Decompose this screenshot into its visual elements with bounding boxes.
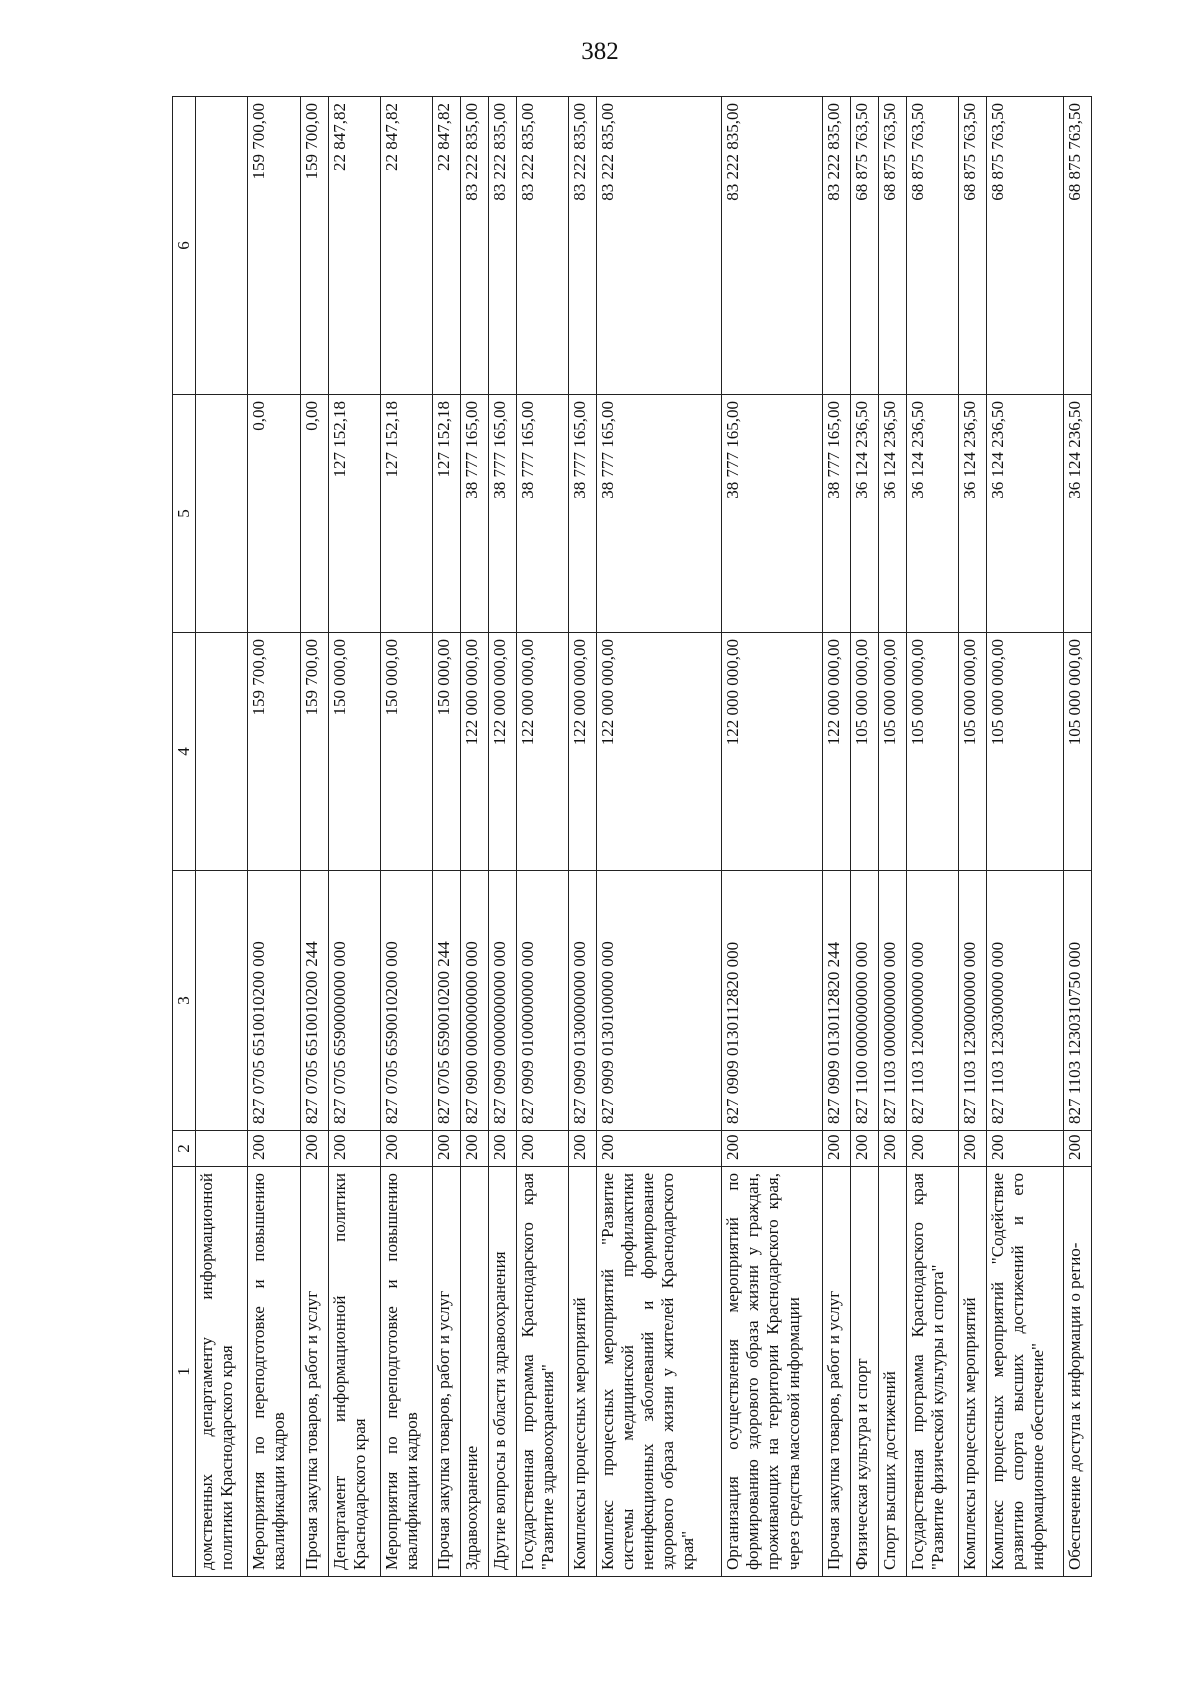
row-col5-cell: 0,00 <box>300 395 328 633</box>
row-col6-cell: 22 847,82 <box>380 97 432 395</box>
row-name-cell: Мероприятия по переподготовке и повышению квалификации кадров <box>248 1167 300 1577</box>
header-cell: 3 <box>173 871 196 1131</box>
table-row <box>987 97 1064 1577</box>
row-col4-cell: 105 000 000,00 <box>1063 633 1091 871</box>
row-col5-cell: 38 777 165,00 <box>461 395 489 633</box>
row-kbk-cell: 827 0705 6510010200 000 <box>248 871 300 1131</box>
table-row <box>461 97 489 1577</box>
row-col4-cell: 105 000 000,00 <box>907 633 959 871</box>
row-col4-cell: 105 000 000,00 <box>851 633 879 871</box>
row-col6-cell: 68 875 763,50 <box>907 97 959 395</box>
row-col4-cell: 105 000 000,00 <box>987 633 1064 871</box>
row-col6-cell: 83 222 835,00 <box>488 97 516 395</box>
row-kbk-cell: 827 1103 0000000000 000 <box>879 871 907 1131</box>
row-col6-cell: 22 847,82 <box>328 97 380 395</box>
table-row <box>1063 97 1091 1577</box>
header-cell: 2 <box>173 1131 196 1167</box>
row-col4-cell: 105 000 000,00 <box>959 633 987 871</box>
row-kbk-cell <box>196 871 248 1131</box>
row-code-cell: 200 <box>300 1131 328 1167</box>
row-name-cell: Организация осуществления мероприятий по формированию здорового образа жизни у граждан, проживающих на территории Краснодарского края, через средства массовой информации <box>722 1167 823 1577</box>
row-col6-cell: 68 875 763,50 <box>1063 97 1091 395</box>
row-kbk-cell: 827 0705 6590000000 000 <box>328 871 380 1131</box>
row-col4-cell: 122 000 000,00 <box>569 633 597 871</box>
table-row <box>433 97 461 1577</box>
row-kbk-cell: 827 0909 0130000000 000 <box>569 871 597 1131</box>
row-col6-cell: 159 700,00 <box>300 97 328 395</box>
row-col6-cell: 83 222 835,00 <box>516 97 568 395</box>
row-kbk-cell: 827 0909 0100000000 000 <box>516 871 568 1131</box>
row-col5-cell: 38 777 165,00 <box>722 395 823 633</box>
row-code-cell: 200 <box>328 1131 380 1167</box>
row-col6-cell: 68 875 763,50 <box>851 97 879 395</box>
row-name-cell: Здравоохранение <box>461 1167 489 1577</box>
row-kbk-cell: 827 1103 1230310750 000 <box>1063 871 1091 1131</box>
row-kbk-cell: 827 0900 0000000000 000 <box>461 871 489 1131</box>
table-row <box>380 97 432 1577</box>
row-code-cell: 200 <box>987 1131 1064 1167</box>
row-col5-cell <box>196 395 248 633</box>
table-row <box>823 97 851 1577</box>
row-code-cell: 200 <box>722 1131 823 1167</box>
row-name-cell: Департамент информационной политики Краснодарского края <box>328 1167 380 1577</box>
row-code-cell: 200 <box>488 1131 516 1167</box>
row-col4-cell: 122 000 000,00 <box>722 633 823 871</box>
table-row <box>907 97 959 1577</box>
row-name-cell: домственных департаменту информационной политики Краснодарского края <box>196 1167 248 1577</box>
row-code-cell <box>196 1131 248 1167</box>
row-col6-cell: 83 222 835,00 <box>569 97 597 395</box>
row-col5-cell: 127 152,18 <box>380 395 432 633</box>
row-name-cell: Обеспечение доступа к информации о регио- <box>1063 1167 1091 1577</box>
row-col5-cell: 38 777 165,00 <box>823 395 851 633</box>
row-code-cell: 200 <box>879 1131 907 1167</box>
row-col5-cell: 36 124 236,50 <box>879 395 907 633</box>
header-cell: 1 <box>173 1167 196 1577</box>
table-row <box>569 97 597 1577</box>
row-col6-cell <box>196 97 248 395</box>
row-col4-cell: 122 000 000,00 <box>823 633 851 871</box>
row-name-cell: Другие вопросы в области здравоохранения <box>488 1167 516 1577</box>
table-row <box>597 97 722 1577</box>
row-name-cell: Мероприятия по переподготовке и повышению квалификации кадров <box>380 1167 432 1577</box>
row-name-cell: Государственная программа Краснодарского края "Развитие здравоохранения" <box>516 1167 568 1577</box>
header-row <box>173 97 196 1577</box>
table-row <box>248 97 300 1577</box>
table-row <box>196 97 248 1577</box>
row-name-cell: Комплексы процессных мероприятий <box>959 1167 987 1577</box>
row-kbk-cell: 827 1100 0000000000 000 <box>851 871 879 1131</box>
row-col5-cell: 38 777 165,00 <box>488 395 516 633</box>
row-name-cell: Прочая закупка товаров, работ и услуг <box>433 1167 461 1577</box>
row-col4-cell <box>196 633 248 871</box>
row-col5-cell: 36 124 236,50 <box>959 395 987 633</box>
budget-table <box>172 96 1092 1577</box>
row-code-cell: 200 <box>516 1131 568 1167</box>
row-code-cell: 200 <box>597 1131 722 1167</box>
row-col5-cell: 127 152,18 <box>328 395 380 633</box>
row-kbk-cell: 827 0909 0000000000 000 <box>488 871 516 1131</box>
row-col5-cell: 38 777 165,00 <box>597 395 722 633</box>
row-col5-cell: 38 777 165,00 <box>569 395 597 633</box>
row-kbk-cell: 827 0909 0130112820 000 <box>722 871 823 1131</box>
header-cell: 5 <box>173 395 196 633</box>
row-name-cell: Спорт высших достижений <box>879 1167 907 1577</box>
row-col6-cell: 68 875 763,50 <box>879 97 907 395</box>
table-row <box>488 97 516 1577</box>
row-col5-cell: 36 124 236,50 <box>1063 395 1091 633</box>
row-col6-cell: 83 222 835,00 <box>597 97 722 395</box>
page-number: 382 <box>581 38 619 65</box>
row-col6-cell: 83 222 835,00 <box>722 97 823 395</box>
row-code-cell: 200 <box>1063 1131 1091 1167</box>
row-name-cell: Физическая культура и спорт <box>851 1167 879 1577</box>
row-code-cell: 200 <box>569 1131 597 1167</box>
row-kbk-cell: 827 0909 0130112820 244 <box>823 871 851 1131</box>
row-code-cell: 200 <box>959 1131 987 1167</box>
row-kbk-cell: 827 1103 1230300000 000 <box>987 871 1064 1131</box>
row-code-cell: 200 <box>823 1131 851 1167</box>
row-code-cell: 200 <box>380 1131 432 1167</box>
row-col4-cell: 150 000,00 <box>380 633 432 871</box>
row-col5-cell: 36 124 236,50 <box>907 395 959 633</box>
header-cell: 4 <box>173 633 196 871</box>
table-row <box>516 97 568 1577</box>
row-col6-cell: 83 222 835,00 <box>461 97 489 395</box>
header-cell: 6 <box>173 97 196 395</box>
row-col5-cell: 38 777 165,00 <box>516 395 568 633</box>
row-col4-cell: 159 700,00 <box>248 633 300 871</box>
table-row <box>328 97 380 1577</box>
row-code-cell: 200 <box>851 1131 879 1167</box>
row-kbk-cell: 827 0909 0130100000 000 <box>597 871 722 1131</box>
row-col4-cell: 159 700,00 <box>300 633 328 871</box>
row-kbk-cell: 827 0705 6510010200 244 <box>300 871 328 1131</box>
row-col5-cell: 36 124 236,50 <box>851 395 879 633</box>
row-col6-cell: 68 875 763,50 <box>959 97 987 395</box>
table-row <box>722 97 823 1577</box>
row-col4-cell: 122 000 000,00 <box>488 633 516 871</box>
row-code-cell: 200 <box>248 1131 300 1167</box>
rotated-table-container <box>172 97 1092 1577</box>
row-col5-cell: 0,00 <box>248 395 300 633</box>
row-col5-cell: 36 124 236,50 <box>987 395 1064 633</box>
row-name-cell: Государственная программа Краснодарского края "Развитие физической культуры и спорта" <box>907 1167 959 1577</box>
row-name-cell: Комплекс процессных мероприятий "Развитие системы медицинской профилактики неинфекционных заболеваний и формирование здорового образа жизни у жителей Краснодарского края" <box>597 1167 722 1577</box>
row-col4-cell: 150 000,00 <box>328 633 380 871</box>
row-name-cell: Комплексы процессных мероприятий <box>569 1167 597 1577</box>
table-row <box>300 97 328 1577</box>
row-kbk-cell: 827 0705 6590010200 000 <box>380 871 432 1131</box>
row-kbk-cell: 827 1103 1230000000 000 <box>959 871 987 1131</box>
row-name-cell: Комплекс процессных мероприятий "Содействие развитию спорта высших достижений и его информационное обеспечение" <box>987 1167 1064 1577</box>
row-code-cell: 200 <box>461 1131 489 1167</box>
table-row <box>959 97 987 1577</box>
row-col6-cell: 83 222 835,00 <box>823 97 851 395</box>
row-col4-cell: 122 000 000,00 <box>461 633 489 871</box>
row-col4-cell: 105 000 000,00 <box>879 633 907 871</box>
row-col6-cell: 22 847,82 <box>433 97 461 395</box>
row-code-cell: 200 <box>907 1131 959 1167</box>
row-name-cell: Прочая закупка товаров, работ и услуг <box>300 1167 328 1577</box>
row-col6-cell: 68 875 763,50 <box>987 97 1064 395</box>
row-col5-cell: 127 152,18 <box>433 395 461 633</box>
row-col6-cell: 159 700,00 <box>248 97 300 395</box>
row-col4-cell: 150 000,00 <box>433 633 461 871</box>
table-row <box>851 97 879 1577</box>
row-col4-cell: 122 000 000,00 <box>516 633 568 871</box>
row-name-cell: Прочая закупка товаров, работ и услуг <box>823 1167 851 1577</box>
table-row <box>879 97 907 1577</box>
row-kbk-cell: 827 1103 1200000000 000 <box>907 871 959 1131</box>
row-code-cell: 200 <box>433 1131 461 1167</box>
row-kbk-cell: 827 0705 6590010200 244 <box>433 871 461 1131</box>
row-col4-cell: 122 000 000,00 <box>597 633 722 871</box>
